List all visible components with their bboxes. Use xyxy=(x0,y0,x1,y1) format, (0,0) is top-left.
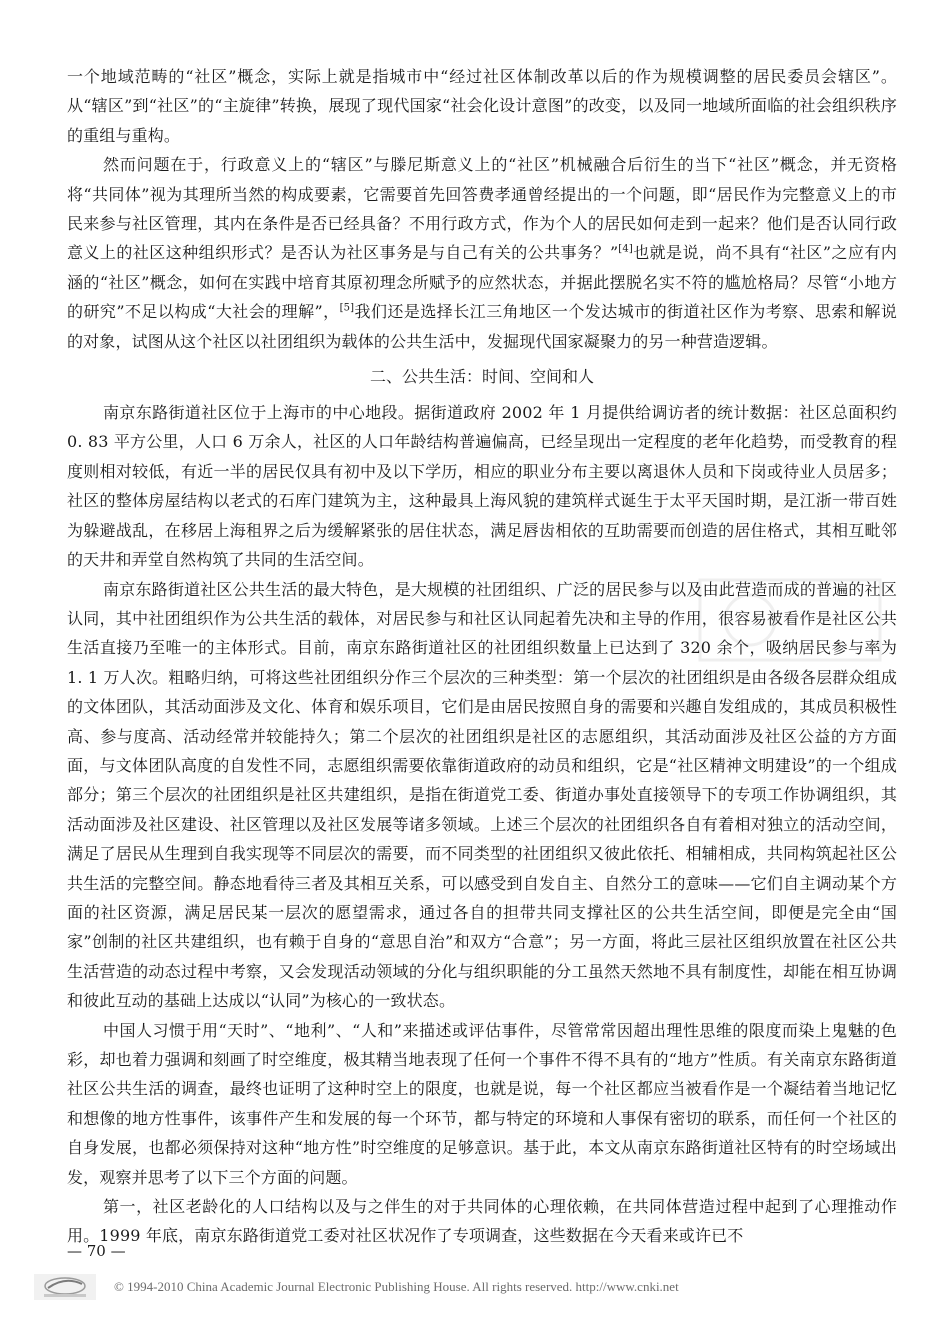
citation-4: [4] xyxy=(618,244,633,256)
paragraph-3: 南京东路街道社区位于上海市的中心地段。据街道政府 2002 年 1 月提供给调访者的统计数据：社区总面积约 0. 83 平方公里，人口 6 万余人，社区的人口年龄结构普遍偏高，已经呈现出一定程度的老年化趋势，而受教育的程度则相对较低，有近一半的居民仅具有初中及以下学历，相应的职业分布主要以离退休人员和下岗或待业人员居多；社区的整体房屋结构以老式的石库门建筑为主，这种最具上海风貌的建筑样式诞生于太平天国时期，是江浙一带百姓为躲避战乱，在移居上海租界之后为缓解紧张的居住状态，满足唇齿相依的互助需要而创造的居住格式，其相互毗邻的天井和弄堂自然构筑了共同的生活空间。 xyxy=(67,403,897,570)
paragraph-5: 中国人习惯于用“天时”、“地利”、“人和”来描述或评估事件，尽管常常因超出理性思维的限度而染上鬼魅的色彩，却也着力强调和刻画了时空维度，极其精当地表现了任何一个事件不得不具有的“地方”性质。有关南京东路街道社区公共生活的调查，最终也证明了这种时空上的限度，也就是说，每一个社区都应当被看作是一个凝结着当地记忆和想像的地方性事件，该事件产生和发展的每一个环节，都与特定的环境和人事保有密切的联系，而任何一个社区的自身发展，也都必须保持对这种“地方性”时空维度的足够意识。基于此，本文从南京东路街道社区特有的时空场域出发，观察并思考了以下三个方面的问题。 xyxy=(67,1020,897,1187)
paragraph-2-part-a: 然而问题在于，行政意义上的“辖区”与滕尼斯意义上的“社区”机械融合后衍生的当下“社区”概念，并无资格将“共同体”视为其理所当然的构成要素，它需要首先回答费孝通曾经提出的一个问题，即“居民作为完整意义上的市民来参与社区管理，其内在条件是否已经具备？不用行政方式，作为个人的居民如何走到一起来？他们是否认同行政意义上的社区这种组织形式？是否认为社区事务是与自己有关的公共事务？” xyxy=(67,155,897,263)
citation-5: [5] xyxy=(339,302,355,314)
section-heading: 二、公共生活：时间、空间和人 xyxy=(369,367,594,387)
watermark-graphic xyxy=(690,560,890,680)
copyright-text: © 1994-2010 China Academic Journal Electronic Publishing House. All rights reserved. http://www.cnki.net xyxy=(114,1279,679,1294)
paragraph-6: 第一，社区老龄化的人口结构以及与之伴生的对于共同体的心理依赖，在共同体营造过程中起到了心理推动作用。1999 年底，南京东路街道党工委对社区状况作了专项调查，这些数据在今天看来或许已不 xyxy=(67,1197,897,1246)
paragraph-2 xyxy=(67,150,897,356)
paragraph-2-part-b: 也就是说，尚不具有“社区”之应有内涵的“社区”概念，如何在实践中培育其原初理念所赋予的应然状态，并据此摆脱名实不符的尴尬格局？尽管“小地方的研究”不足以构成“大社会的理解”， xyxy=(67,243,897,322)
cnki-logo-icon xyxy=(34,1274,96,1300)
paragraph-1: 一个地域范畴的“社区”概念，实际上就是指城市中“经过社区体制改革以后的作为规模调整的居民委员会辖区”。从“辖区”到“社区”的“主旋律”转换，展现了现代国家“社会化设计意图”的改变，以及同一地域所面临的社会组织秩序的重组与重构。 xyxy=(67,67,897,145)
paragraph-2-part-c: 我们还是选择长江三角地区一个发达城市的街道社区作为考察、思索和解说的对象，试图从这个社区以社团组织为载体的公共生活中，发掘现代国家凝聚力的另一种营造逻辑。 xyxy=(67,302,898,351)
page-number: — 70 — xyxy=(67,1242,126,1260)
footer xyxy=(34,1274,854,1304)
paragraph-4: 南京东路街道社区公共生活的最大特色，是大规模的社团组织、广泛的居民参与以及由此营造而成的普遍的社区认同，其中社团组织作为公共生活的载体，对居民参与和社区认同起着先决和主导的作用，很容易被看作是社区公共生活直接乃至唯一的主体形式。目前，南京东路街道社区的社团组织数量上已达到了 320 余个，吸纳居民参与率为 1. 1 万人次。粗略归纳，可将这些社团组织分作三个层次的三种类型：第一个层次的社团组织是由各级各层群众组成的文体团队，其活动面涉及文化、体育和娱乐项目，它们是由居民按照自身的需要和兴趣自发组成的，其成员积极性高、参与度高、活动经常并较能持久；第二个层次的社团组织是社区的志愿组织，其活动面涉及社区公益的方方面面，与文体团队高度的自发性不同，志愿组织需要依靠街道政府的动员和组织，它是“社区精神文明建设”的一个组成部分；第三个层次的社团组织是社区共建组织，是指在街道党工委、街道办事处直接领导下的专项工作协调组织，其活动面涉及社区建设、社区管理以及社区发展等诸多领域。上述三个层次的社团组织各自有着相对独立的活动空间，满足了居民从生理到自我实现等不同层次的需要，而不同类型的社团组织又彼此依托、相辅相成，共同构筑起社区公共生活的完整空间。静态地看待三者及其相互关系，可以感受到自发自主、自然分工的意味——它们自主调动某个方面的社区资源，满足居民某一层次的愿望需求，通过各自的担带共同支撑社区的公共生活空间，即便是完全由“国家”创制的社区共建组织，也有赖于自身的“意思自治”和双方“合意”；另一方面，将此三层社区组织放置在社区公共生活营造的动态过程中考察，又会发现活动领域的分化与组织职能的分工虽然天然地不具有制度性，却能在相互协调和彼此互动的基础上达成以“认同”为核心的一致状态。 xyxy=(67,579,897,1011)
